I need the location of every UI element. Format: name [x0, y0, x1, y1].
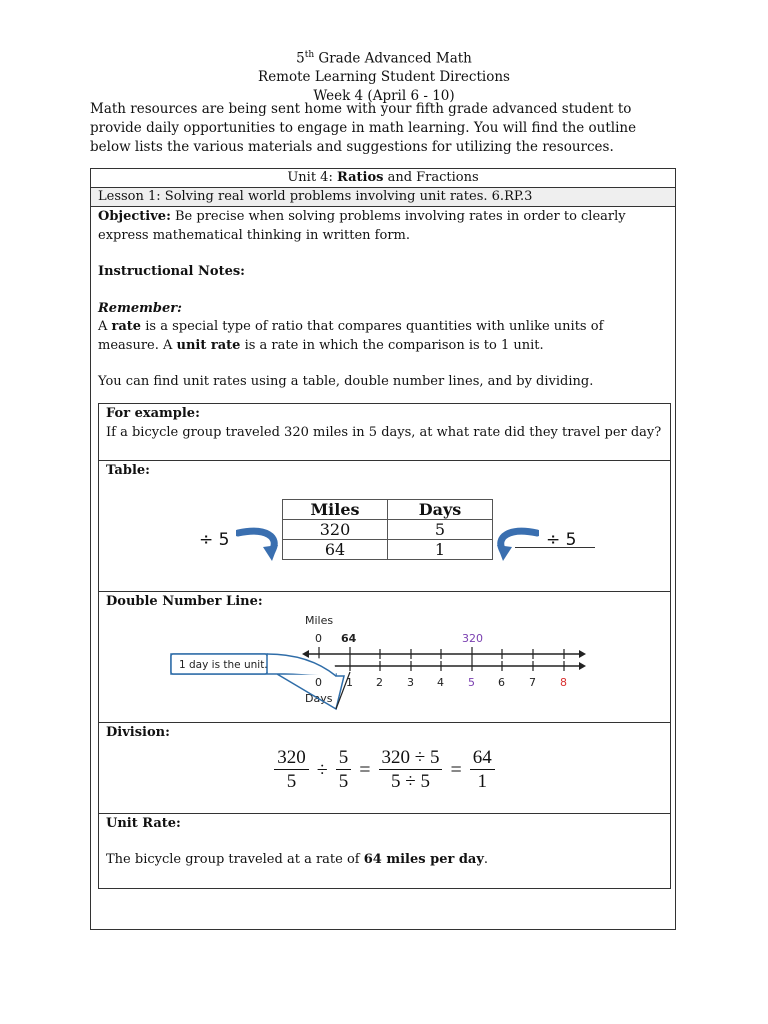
- lesson-table: [90, 168, 676, 930]
- table-cell: Table: ÷ 5 Miles Days 320 5 64 1 ÷ 5: [99, 461, 670, 592]
- curved-arrow-left-icon: [236, 525, 280, 565]
- lesson-title: Lesson 1: Solving real world problems involving unit rates. 6.RP.3: [91, 188, 675, 207]
- curved-arrow-right-icon: [495, 525, 539, 565]
- divide-left-label: ÷ 5: [199, 530, 230, 550]
- divide-right-label: ÷ 5: [546, 530, 577, 550]
- nl-bottom-2: 2: [376, 676, 383, 689]
- miles-days-table: Miles Days 320 5 64 1: [282, 499, 493, 560]
- unit-rate-statement: The bicycle group traveled at a rate of 64 miles per day.: [106, 851, 489, 867]
- nl-days-label: Days: [305, 692, 333, 705]
- divider-line: [515, 547, 595, 548]
- nl-bottom-5: 5: [468, 676, 475, 689]
- document-header: [0, 46, 768, 105]
- objective: Objective: Be precise when solving problems involving rates in order to clearly express mathematical thinking in written form.: [98, 209, 626, 243]
- number-line-cell: Double Number Line: Miles 0 64 320 0 1 2 3 4 5 6 7 8 Days 1 day is the unit.: [99, 592, 670, 723]
- unit-rate-cell: Unit Rate: The bicycle group traveled at a rate of 64 miles per day.: [99, 814, 670, 888]
- nl-top-320: 320: [462, 632, 483, 645]
- nl-bottom-8: 8: [560, 676, 567, 689]
- remember-heading: Remember:: [98, 300, 182, 316]
- nl-bottom-4: 4: [437, 676, 444, 689]
- methods-text: You can find unit rates using a table, double number lines, and by dividing.: [98, 374, 594, 389]
- nl-bottom-7: 7: [529, 676, 536, 689]
- instructional-notes-heading: Instructional Notes:: [98, 264, 245, 279]
- header-week: Week 4 (April 6 - 10): [313, 87, 455, 104]
- unit-title: Unit 4: Ratios and Fractions: [91, 169, 675, 188]
- nl-bottom-6: 6: [498, 676, 505, 689]
- nl-top-0: 0: [315, 632, 322, 645]
- lesson-content: [91, 207, 675, 393]
- nl-bottom-1: 1: [346, 676, 353, 689]
- header-title: 5th Grade Advanced Math: [296, 50, 472, 67]
- nl-callout-text: 1 day is the unit.: [179, 659, 268, 671]
- nl-bottom-3: 3: [407, 676, 414, 689]
- division-cell: Division: $\frac{320}{5}$ ÷ $\frac{5}{5}$ = $\frac{320 \div 5}{5 \div 5}$ = $\frac{64}{1}$: [99, 723, 670, 814]
- example-table: [98, 403, 671, 889]
- nl-bottom-0: 0: [315, 676, 322, 689]
- rate-definition: A rate is a special type of ratio that compares quantities with unlike units of measure. A unit rate is a rate in which the comparison is to 1 unit.: [98, 319, 604, 353]
- division-equation: $\frac{320}{5}$ ÷ $\frac{5}{5}$ = $\frac{320 \div 5}{5 \div 5}$ = $\frac{64}{1}$: [99, 747, 670, 794]
- nl-miles-label: Miles: [305, 614, 334, 627]
- intro-paragraph: Math resources are being sent home with your fifth grade advanced student to provide daily opportunities to engage in math learning. You will find the outline below lists the various materials and suggestions for utilizing the resources.: [90, 101, 637, 155]
- example-question: If a bicycle group traveled 320 miles in 5 days, at what rate did they travel per day?: [106, 424, 662, 440]
- example-cell: For example: If a bicycle group traveled 320 miles in 5 days, at what rate did they travel per day?: [99, 404, 670, 461]
- nl-top-64: 64: [341, 632, 357, 645]
- double-number-line: [159, 614, 589, 714]
- header-subtitle: Remote Learning Student Directions: [258, 69, 510, 85]
